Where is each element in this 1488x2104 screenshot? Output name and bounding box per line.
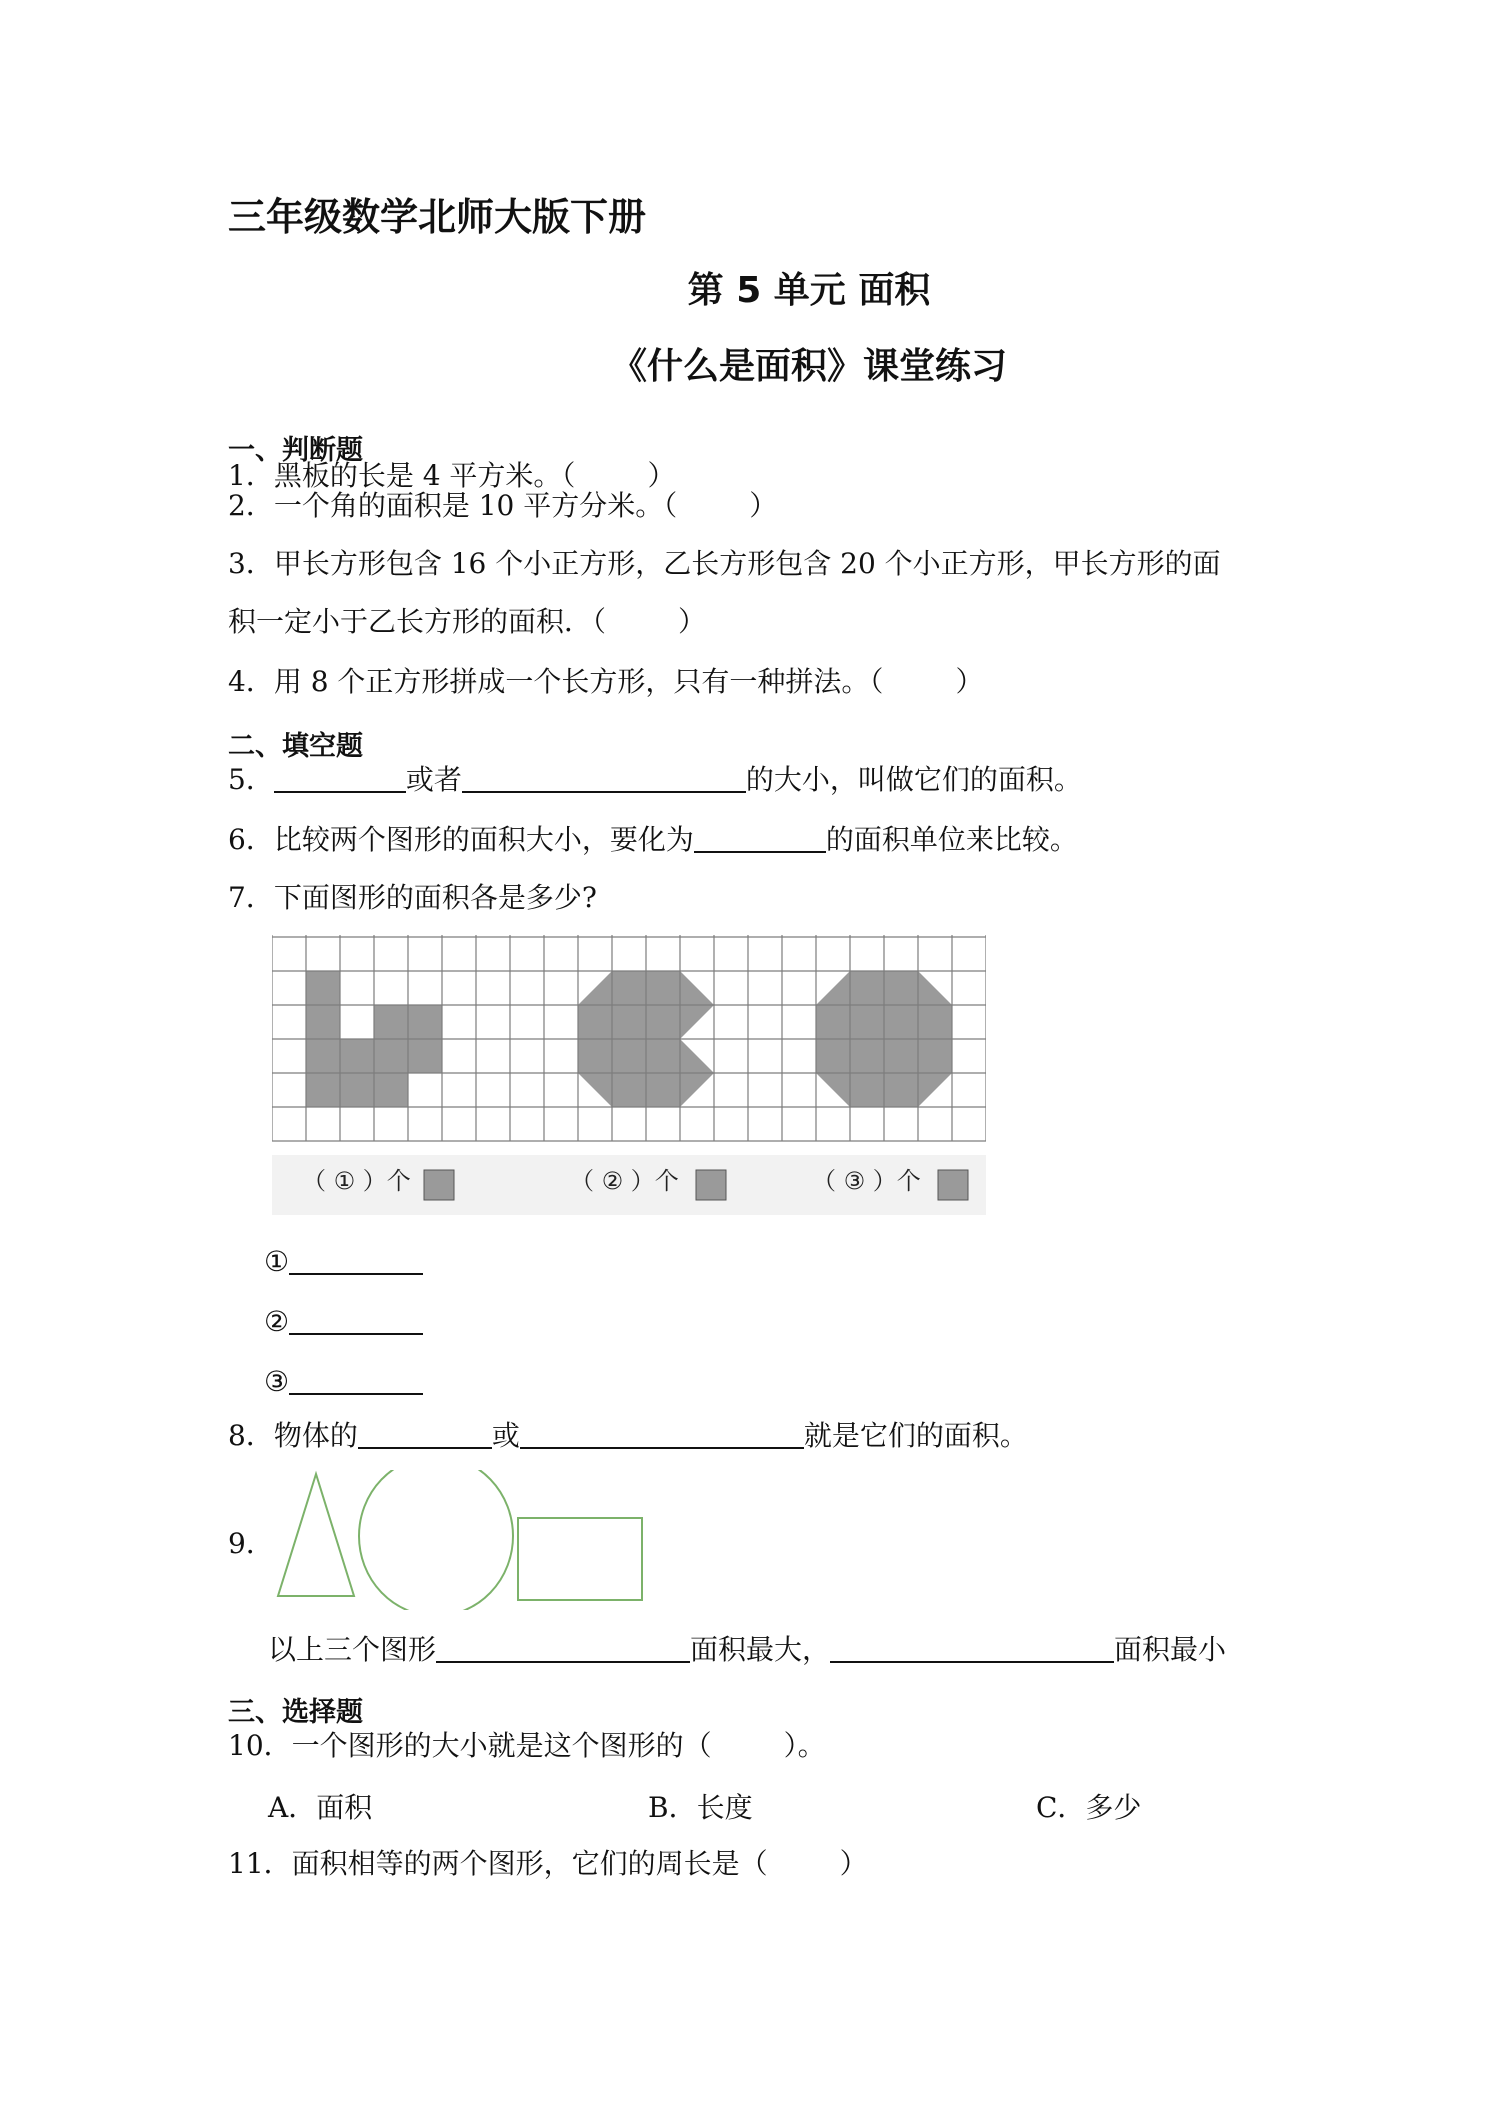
section-heading-choice: 三、选择题 (228, 1697, 363, 1728)
option-c[interactable]: C．多少 (1036, 1791, 1142, 1824)
question-9-prefix: 以上三个图形 (268, 1633, 437, 1666)
question-6 (228, 822, 1078, 858)
question-11-close: ） (839, 1847, 868, 1880)
blank-8a[interactable] (358, 1421, 492, 1449)
question-5 (228, 762, 1082, 798)
blank-5a[interactable] (274, 765, 406, 793)
question-1-close: ） (647, 459, 676, 492)
answer-7-2 (264, 1304, 423, 1340)
series-title: 三年级数学北师大版下册 (228, 195, 647, 239)
question-5-number: 5． (228, 763, 274, 796)
area-grid-figure (272, 935, 986, 1215)
unit-square-icon (424, 1170, 454, 1200)
blank-7-3[interactable] (289, 1367, 423, 1395)
blank-5b[interactable] (462, 765, 746, 793)
answer-7-1-marker: ① (264, 1245, 290, 1278)
question-6-text: 6．比较两个图形的面积大小，要化为 (228, 823, 694, 856)
option-a[interactable]: A．面积 (268, 1791, 373, 1824)
answer-7-1 (264, 1244, 423, 1280)
question-10-text: 10．一个图形的大小就是这个图形的（ (228, 1729, 712, 1762)
answer-7-3-marker: ③ (264, 1365, 290, 1398)
question-3-close: ） (678, 605, 707, 638)
question-3-line-1: 3．甲长方形包含 16 个小正方形，乙长方形包含 20 个小正方形，甲长方形的面 (228, 547, 1221, 580)
blank-7-1[interactable] (289, 1247, 423, 1275)
ellipse-shape (359, 1470, 513, 1610)
question-4 (228, 664, 983, 700)
question-9-number: 9． (228, 1527, 274, 1560)
triangle-shape (278, 1474, 354, 1596)
question-4-close: ） (955, 665, 984, 698)
question-7: 7．下面图形的面积各是多少? (228, 881, 597, 914)
option-b[interactable]: B．长度 (648, 1791, 753, 1824)
question-8 (228, 1418, 1028, 1454)
question-2 (228, 488, 777, 524)
question-9-middle: 面积最大， (690, 1633, 831, 1666)
area-grid-svg (272, 935, 986, 1215)
shape-3-label: （ ③ ）个 (812, 1167, 921, 1195)
question-5-end: 的大小，叫做它们的面积。 (745, 763, 1082, 796)
answer-7-2-marker: ② (264, 1305, 290, 1338)
blank-9a[interactable] (436, 1635, 690, 1663)
unit-title: 第 5 单元 面积 (687, 270, 931, 311)
question-8-end: 就是它们的面积。 (803, 1419, 1028, 1452)
section-heading-fill-blank: 二、填空题 (228, 731, 363, 762)
question-11 (228, 1846, 868, 1882)
question-6-end: 的面积单位来比较。 (825, 823, 1078, 856)
question-8-text: 8．物体的 (228, 1419, 358, 1452)
question-10 (228, 1728, 826, 1764)
blank-9b[interactable] (830, 1635, 1114, 1663)
answer-7-3 (264, 1364, 423, 1400)
unit-square-icon (696, 1170, 726, 1200)
question-2-text: 2．一个角的面积是 10 平方分米。（ (228, 489, 678, 522)
question-4-text: 4．用 8 个正方形拼成一个长方形，只有一种拼法。（ (228, 665, 884, 698)
section-heading-judgement: 一、判断题 (228, 435, 363, 466)
shape-2-label: （ ② ）个 (570, 1167, 679, 1195)
question-9-shapes (270, 1470, 650, 1610)
blank-7-2[interactable] (289, 1307, 423, 1335)
shape-1-label: （ ① ）个 (302, 1167, 411, 1195)
lesson-title: 《什么是面积》课堂练习 (610, 346, 1007, 387)
question-9-end: 面积最小 (1114, 1633, 1227, 1666)
question-9-text (268, 1632, 1226, 1668)
question-3-line-2 (228, 604, 706, 640)
question-2-close: ） (749, 489, 778, 522)
question-5-middle: 或者 (405, 763, 462, 796)
rectangle-shape (518, 1518, 642, 1600)
unit-square-icon (938, 1170, 968, 1200)
question-8-middle: 或 (491, 1419, 520, 1452)
question-10-close: ）。 (783, 1729, 826, 1762)
question-11-text: 11．面积相等的两个图形，它们的周长是（ (228, 1847, 768, 1880)
blank-6[interactable] (694, 825, 826, 853)
blank-8b[interactable] (520, 1421, 804, 1449)
question-3-text: 积一定小于乙长方形的面积．（ (228, 605, 607, 638)
question-1-text: 1．黑板的长是 4 平方米。（ (228, 459, 576, 492)
